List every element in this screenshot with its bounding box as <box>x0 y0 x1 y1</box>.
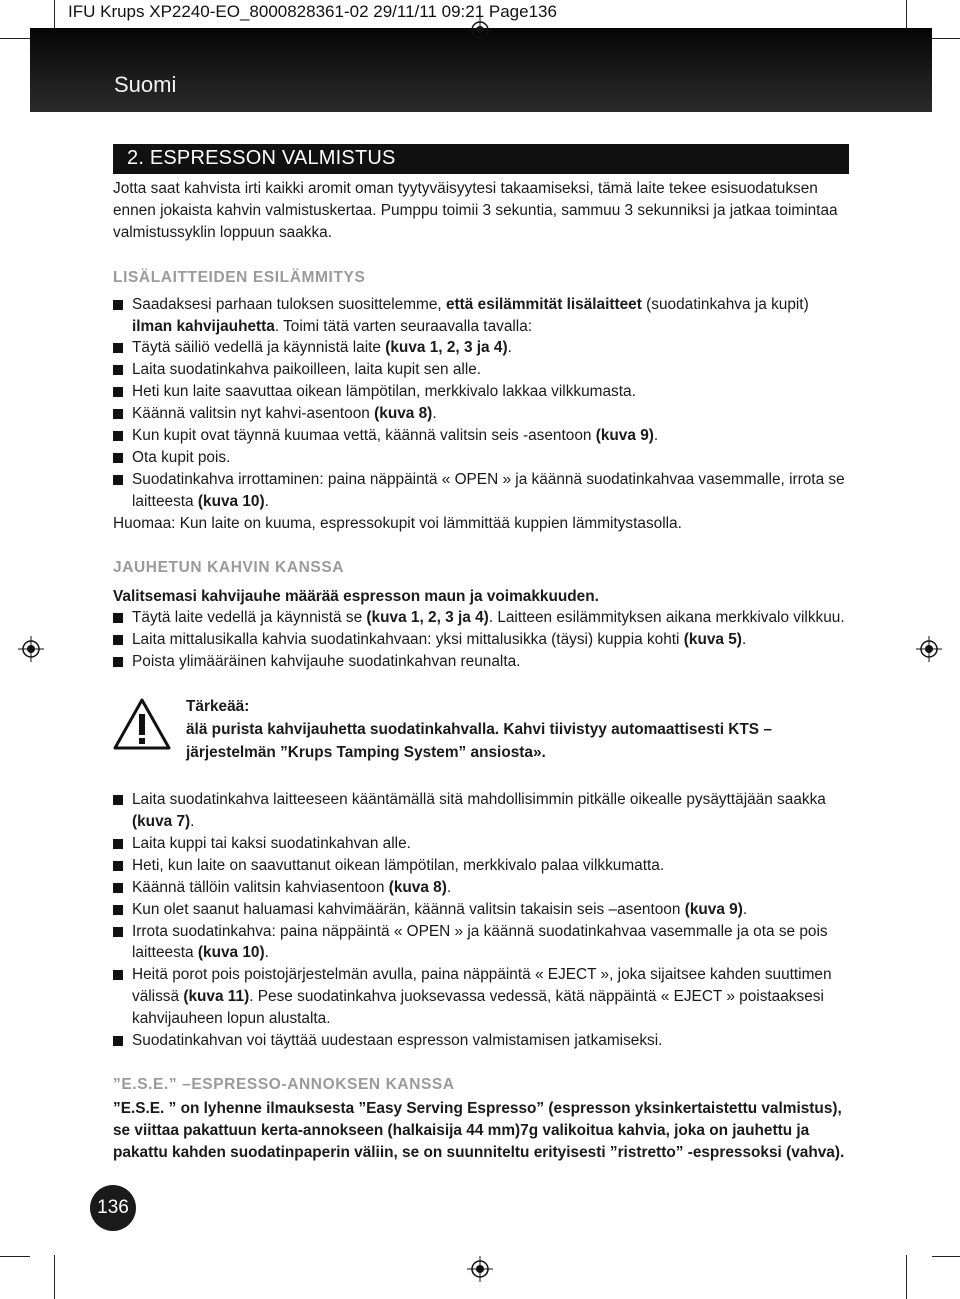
section-title: 2. ESPRESSON VALMISTUS <box>127 147 396 169</box>
crop-mark <box>932 38 960 39</box>
crop-mark <box>0 1256 30 1257</box>
ground-coffee-heading: JAUHETUN KAHVIN KANSSA <box>113 558 345 576</box>
registration-mark-icon <box>467 1256 493 1282</box>
intro-paragraph: Jotta saat kahvista irti kaikki aromit oman tyytyväisyytesi takaamiseksi, tämä laite tekee esisuodatuksen ennen jokaista kahvin valmistuskertaa. Pumppu toimii 3 sekuntia, sammuu 3 sekunniksi ja jatkaa toimintaa valmistussyklin loppuun saakka. <box>113 180 838 241</box>
language-label: Suomi <box>114 72 177 97</box>
list-item: Kun kupit ovat täynnä kuumaa vettä, käännä valitsin seis -asentoon (kuva 9). <box>113 425 853 447</box>
list-item: Heti kun laite saavuttaa oikean lämpötilan, merkkivalo lakkaa vilkkumasta. <box>113 381 853 403</box>
list-item: Laita kuppi tai kaksi suodatinkahvan alle. <box>113 833 853 855</box>
list-item: Käännä valitsin nyt kahvi-asentoon (kuva 8). <box>113 403 853 425</box>
list-item: Suodatinkahva irrottaminen: paina näppäintä « OPEN » ja käännä suodatinkahvaa vasemmalle, irrota se laitteesta (kuva 10). <box>113 469 853 513</box>
list-item: Laita suodatinkahva paikoilleen, laita kupit sen alle. <box>113 359 853 381</box>
brewing-steps-list <box>113 789 853 1052</box>
list-item: Laita mittalusikalla kahvia suodatinkahvaan: yksi mittalusikka (täysi) kuppia kohti (kuva 5). <box>113 629 853 651</box>
ground-coffee-list <box>113 607 853 673</box>
ground-coffee-lead: Valitsemasi kahvijauhe määrää espresson maun ja voimakkuuden. <box>113 587 599 605</box>
list-item: Kun olet saanut haluamasi kahvimäärän, käännä valitsin takaisin seis –asentoon (kuva 9). <box>113 899 853 921</box>
crop-mark <box>932 1256 960 1257</box>
registration-mark-icon <box>18 636 44 662</box>
crop-mark <box>0 38 30 39</box>
ese-paragraph: ”E.S.E. ” on lyhenne ilmauksesta ”Easy Serving Espresso” (espresson yksinkertaistettu valmistus), se viittaa pakattuun kerta-annokseen (halkaisija 44 mm)7g valikoitua kahvia, joka on jauhettu ja pakattu kahden suodatinpaperin väliin, se on suunniteltu erityisesti ”ristretto” -espressoksi (vahva). <box>113 1099 845 1161</box>
preheat-list <box>113 294 853 513</box>
list-item: Heti, kun laite on saavuttanut oikean lämpötilan, merkkivalo palaa vilkkumatta. <box>113 855 853 877</box>
list-item: Suodatinkahvan voi täyttää uudestaan espresson valmistamisen jatkamiseksi. <box>113 1030 853 1052</box>
list-item: Käännä tällöin valitsin kahviasentoon (kuva 8). <box>113 877 853 899</box>
list-item: Täytä laite vedellä ja käynnistä se (kuva 1, 2, 3 ja 4). Laitteen esilämmityksen aikana merkkivalo vilkkuu. <box>113 607 853 629</box>
list-item: Ota kupit pois. <box>113 447 853 469</box>
preheat-note: Huomaa: Kun laite on kuuma, espressokupit voi lämmittää kuppien lämmitystasolla. <box>113 514 682 532</box>
ese-heading: ”E.S.E.” –ESPRESSO-ANNOKSEN KANSSA <box>113 1076 455 1093</box>
preheat-heading: LISÄLAITTEIDEN ESILÄMMITYS <box>113 268 366 286</box>
warning-text <box>186 695 854 764</box>
list-item: Poista ylimääräinen kahvijauhe suodatinkahvan reunalta. <box>113 651 853 673</box>
list-item: Laita suodatinkahva laitteeseen kääntämällä sitä mahdollisimmin pitkälle oikealle pysäyttäjään saakka (kuva 7). <box>113 789 853 833</box>
list-item: Saadaksesi parhaan tuloksen suosittelemme, että esilämmität lisälaitteet (suodatinkahva ja kupit) ilman kahvijauhetta. Toimi tätä varten seuraavalla tavalla: <box>113 294 853 338</box>
page-number: 136 <box>90 1185 136 1231</box>
warning-triangle-icon <box>113 697 171 751</box>
crop-mark <box>54 1255 55 1299</box>
list-item: Heitä porot pois poistojärjestelmän avulla, paina näppäintä « EJECT », joka sijaitsee kahden suuttimen välissä (kuva 11). Pese suodatinkahva juoksevassa vedessä, kätä näppäintä « EJECT » poistaaksesi kahvijauheen lopun alustalta. <box>113 964 853 1030</box>
warning-body: älä purista kahvijauhetta suodatinkahvalla. Kahvi tiivistyy automaattisesti KTS – järjestelmän ”Krups Tamping System” ansiosta». <box>186 721 772 762</box>
print-slug: IFU Krups XP2240-EO_8000828361-02 29/11/11 09:21 Page136 <box>68 2 557 21</box>
main-content <box>113 178 853 1164</box>
warning-box <box>113 695 853 785</box>
crop-mark <box>906 1255 907 1299</box>
list-item: Irrota suodatinkahva: paina näppäintä « OPEN » ja käännä suodatinkahvaa vasemmalle ja ota se pois laitteesta (kuva 10). <box>113 921 853 965</box>
registration-mark-icon <box>916 636 942 662</box>
registration-mark-icon <box>467 17 493 43</box>
warning-title: Tärkeää: <box>186 698 250 716</box>
list-item: Täytä säiliö vedellä ja käynnistä laite (kuva 1, 2, 3 ja 4). <box>113 337 853 359</box>
